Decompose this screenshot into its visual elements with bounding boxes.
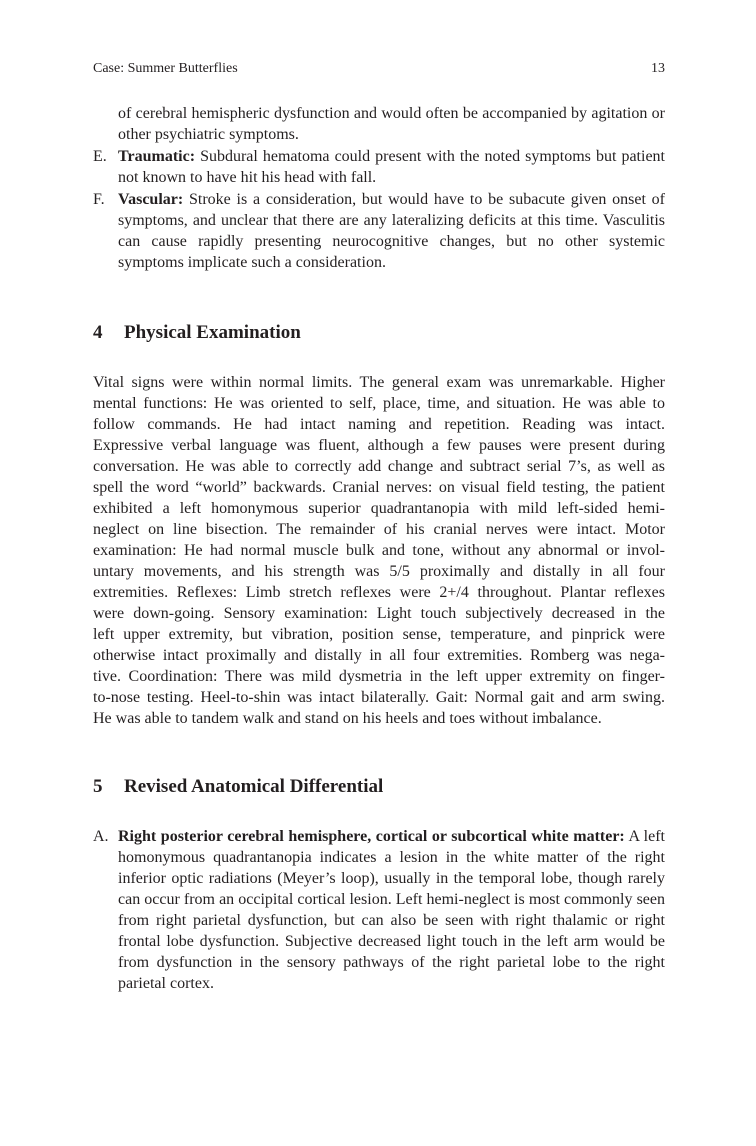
- paragraph-line: to-nose testing. Heel-to-shin was intact bilaterally. Gait: Normal gait and arm swing.: [93, 689, 665, 706]
- paragraph-line: follow commands. He had intact naming and repetition. Reading was intact.: [93, 416, 665, 433]
- paragraph-line: conversation. He was able to correctly add change and subtract serial 7’s, as well as: [93, 458, 665, 475]
- list-item-right-posterior-hemisphere: [93, 826, 665, 994]
- section-number: 4: [93, 322, 103, 343]
- paragraph-line: examination: He had normal muscle bulk and tone, without any abnormal or invol-: [93, 542, 665, 559]
- paragraph-line: left upper extremity, but vibration, position sense, temperature, and pinprick were: [93, 626, 665, 643]
- running-head: [93, 60, 665, 78]
- running-head-title: Case: Summer Butterflies: [93, 61, 238, 76]
- list-item-content: [118, 826, 665, 994]
- paragraph-line: neglect on line bisection. The remainder of his cranial nerves were intact. Motor: [93, 521, 665, 538]
- paragraph-line: exhibited a left homonymous superior quadrantanopia with mild left-sided hemi-: [93, 500, 665, 517]
- paragraph-line: were down-going. Sensory examination: Light touch subjectively decreased in the: [93, 605, 665, 622]
- physical-examination-paragraph: [93, 372, 665, 729]
- list-item-content: [118, 189, 665, 273]
- section-heading-revised-anatomical-differential: [93, 775, 665, 799]
- paragraph-line: Expressive verbal language was fluent, although a few pauses were present during: [93, 437, 665, 454]
- paragraph-line: extremities. Reflexes: Limb stretch reflexes were 2+/4 throughout. Plantar reflexes: [93, 584, 665, 601]
- section-title: Physical Examination: [124, 322, 301, 343]
- list-marker: F.: [93, 191, 105, 208]
- paragraph-line: otherwise intact proximally and distally in all four extremities. Romberg was nega-: [93, 647, 665, 664]
- list-item-traumatic: [93, 146, 665, 188]
- paragraph-line: spell the word “world” backwards. Cranial nerves: on visual field testing, the patient: [93, 479, 665, 496]
- list-item-continuation: [93, 103, 665, 145]
- list-item-content: [118, 146, 665, 188]
- list-item-text: A left homonymous quadrantanopia indicates a lesion in the white matter of the right inferior optic radiations (Meyer’s loop), usually in the temporal lobe, though rarely can occur from an occipital cortical lesion. Left hemi-neglect is most commonly seen from right parietal dysfunction, but can also be seen with right thalamic or right frontal lobe dysfunction. Subjective decreased light touch in the left arm would be from dysfunction in the sensory pathways of the right parietal lobe to the right parietal cortex.: [118, 828, 666, 992]
- paragraph-line: Vital signs were within normal limits. The general exam was unremarkable. Higher: [93, 374, 665, 391]
- list-item-term: Traumatic:: [118, 148, 196, 165]
- list-item-text: Stroke is a consideration, but would have to be subacute given onset of symptoms, and unclear that there are any lateralizing deficits at this time. Vasculitis can cause rapidly presenting neurocognitive changes, but no other systemic symptoms implicate such a consideration.: [118, 191, 665, 271]
- list-item-text: of cerebral hemispheric dysfunction and would often be accompanied by agitation or other psychiatric symptoms.: [118, 105, 665, 143]
- paragraph-line: tive. Coordination: There was mild dysmetria in the left upper extremity on finger-: [93, 668, 665, 685]
- section-title: Revised Anatomical Differential: [124, 776, 384, 797]
- list-marker-empty: [93, 103, 118, 145]
- list-item-term: Vascular:: [118, 191, 184, 208]
- list-item-term: Right posterior cerebral hemisphere, cortical or subcortical white matter:: [118, 828, 625, 845]
- list-item-text: Subdural hematoma could present with the noted symptoms but patient not known to have hit his head with fall.: [118, 148, 665, 186]
- page-number: 13: [651, 61, 665, 76]
- paragraph-line: untary movements, and his strength was 5/5 proximally and distally in all four: [93, 563, 665, 580]
- section-number: 5: [93, 776, 103, 797]
- list-marker: A.: [93, 828, 109, 845]
- section-heading-physical-examination: [93, 321, 665, 345]
- list-item-vascular: [93, 189, 665, 273]
- list-marker: E.: [93, 148, 107, 165]
- paragraph-line: He was able to tandem walk and stand on his heels and toes without imbalance.: [93, 710, 602, 727]
- paragraph-line: mental functions: He was oriented to self, place, time, and situation. He was able to: [93, 395, 665, 412]
